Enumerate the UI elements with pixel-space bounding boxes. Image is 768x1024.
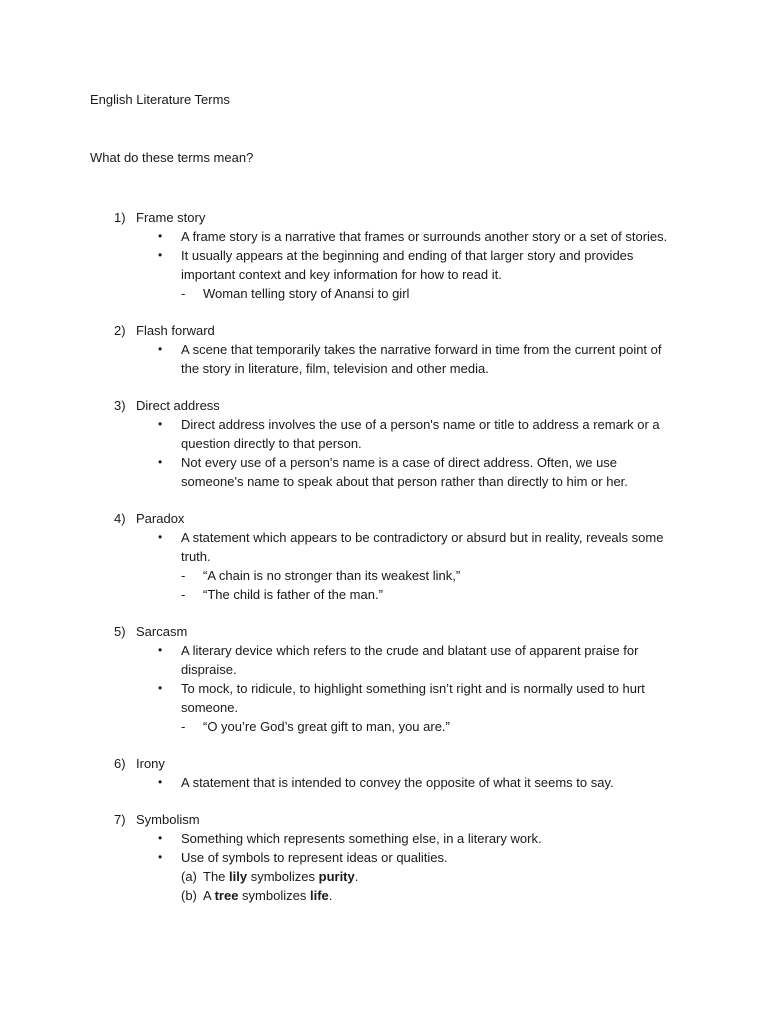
bullet-point: [0, 246, 768, 284]
bullet-icon: •: [158, 775, 163, 789]
bullet-point: [0, 773, 768, 792]
example-item: [0, 585, 768, 604]
term-number: 1): [114, 210, 126, 225]
term-heading: [0, 208, 768, 227]
term-number: 7): [114, 812, 126, 827]
example-text: “O you’re God’s great gift to man, you are.”: [203, 719, 450, 734]
term-number: 2): [114, 323, 126, 338]
example-text: “The child is father of the man.”: [203, 587, 383, 602]
lettered-example: [0, 886, 768, 905]
example-item: [0, 284, 768, 303]
bullet-text: A statement which appears to be contradictory or absurd but in reality, reveals some truth.: [181, 530, 664, 564]
bullet-text: A statement that is intended to convey the opposite of what it seems to say.: [181, 775, 614, 790]
term-heading: [0, 810, 768, 829]
term-number: 3): [114, 398, 126, 413]
bullet-text: To mock, to ridicule, to highlight something isn’t right and is normally used to hurt someone.: [181, 681, 645, 715]
bold-word: life: [309, 888, 329, 903]
term-heading: [0, 754, 768, 773]
bullet-point: [0, 340, 768, 378]
example-fragment: The: [203, 869, 230, 884]
term-name: Symbolism: [136, 812, 200, 827]
bullet-icon: •: [158, 530, 163, 544]
bullet-text: A literary device which refers to the crude and blatant use of apparent praise for dispraise.: [181, 643, 639, 677]
bullet-point: [0, 415, 768, 453]
bullet-text: A frame story is a narrative that frames or surrounds another story or a set of stories.: [181, 229, 668, 244]
example-fragment: .: [354, 869, 359, 884]
example-item: [0, 717, 768, 736]
bullet-icon: •: [158, 850, 163, 864]
term-item: [0, 810, 768, 905]
page-title: English Literature Terms: [90, 92, 230, 107]
bullet-point: [0, 829, 768, 848]
bullet-icon: •: [158, 643, 163, 657]
term-item: [0, 396, 768, 491]
bullet-icon: •: [158, 455, 163, 469]
example-fragment: A: [203, 888, 215, 903]
bullet-text: Not every use of a person's name is a case of direct address. Often, we use someone's name to speak about that person rather than directly to him or her.: [181, 455, 628, 489]
terms-list: [0, 208, 768, 923]
term-name: Direct address: [136, 398, 220, 413]
bullet-icon: •: [158, 681, 163, 695]
bullet-point: [0, 528, 768, 566]
term-item: [0, 208, 768, 303]
bullet-point: [0, 641, 768, 679]
term-item: [0, 321, 768, 378]
example-fragment: .: [328, 888, 333, 903]
term-number: 5): [114, 624, 126, 639]
example-sentence: [203, 886, 673, 905]
term-heading: [0, 321, 768, 340]
example-item: [0, 566, 768, 585]
term-name: Sarcasm: [136, 624, 188, 639]
bullet-text: Direct address involves the use of a person's name or title to address a remark or a question directly to that person.: [181, 417, 660, 451]
bullet-text: It usually appears at the beginning and ending of that larger story and provides important context and key information for how to read it.: [181, 248, 634, 282]
example-label: (b): [181, 888, 197, 903]
bullet-text: Something which represents something else, in a literary work.: [181, 831, 542, 846]
term-heading: [0, 396, 768, 415]
bold-word: purity: [318, 869, 355, 884]
example-fragment: symbolizes: [247, 869, 319, 884]
example-text: “A chain is no stronger than its weakest link,”: [203, 568, 461, 583]
bullet-text: Use of symbols to represent ideas or qualities.: [181, 850, 448, 865]
term-name: Flash forward: [136, 323, 215, 338]
example-text: Woman telling story of Anansi to girl: [203, 286, 410, 301]
bullet-point: [0, 227, 768, 246]
bullet-point: [0, 679, 768, 717]
bullet-point: [0, 848, 768, 867]
dash-icon: -: [181, 568, 186, 583]
term-heading: [0, 622, 768, 641]
example-sentence: [203, 867, 673, 886]
lettered-example: [0, 867, 768, 886]
bullet-icon: •: [158, 831, 163, 845]
term-number: 4): [114, 511, 126, 526]
bullet-icon: •: [158, 248, 163, 262]
term-item: [0, 622, 768, 736]
dash-icon: -: [181, 587, 186, 602]
bullet-icon: •: [158, 417, 163, 431]
dash-icon: -: [181, 286, 186, 301]
bold-word: tree: [214, 888, 239, 903]
term-number: 6): [114, 756, 126, 771]
example-fragment: symbolizes: [238, 888, 310, 903]
example-label: (a): [181, 869, 197, 884]
bullet-point: [0, 453, 768, 491]
bold-word: lily: [229, 869, 248, 884]
bullet-text: A scene that temporarily takes the narrative forward in time from the current point of the story in literature, film, television and other media.: [181, 342, 662, 376]
term-name: Irony: [136, 756, 165, 771]
term-name: Paradox: [136, 511, 185, 526]
term-item: [0, 754, 768, 792]
bullet-icon: •: [158, 342, 163, 356]
term-item: [0, 509, 768, 604]
bullet-icon: •: [158, 229, 163, 243]
question-heading: What do these terms mean?: [90, 150, 254, 165]
dash-icon: -: [181, 719, 186, 734]
term-name: Frame story: [136, 210, 206, 225]
term-heading: [0, 509, 768, 528]
